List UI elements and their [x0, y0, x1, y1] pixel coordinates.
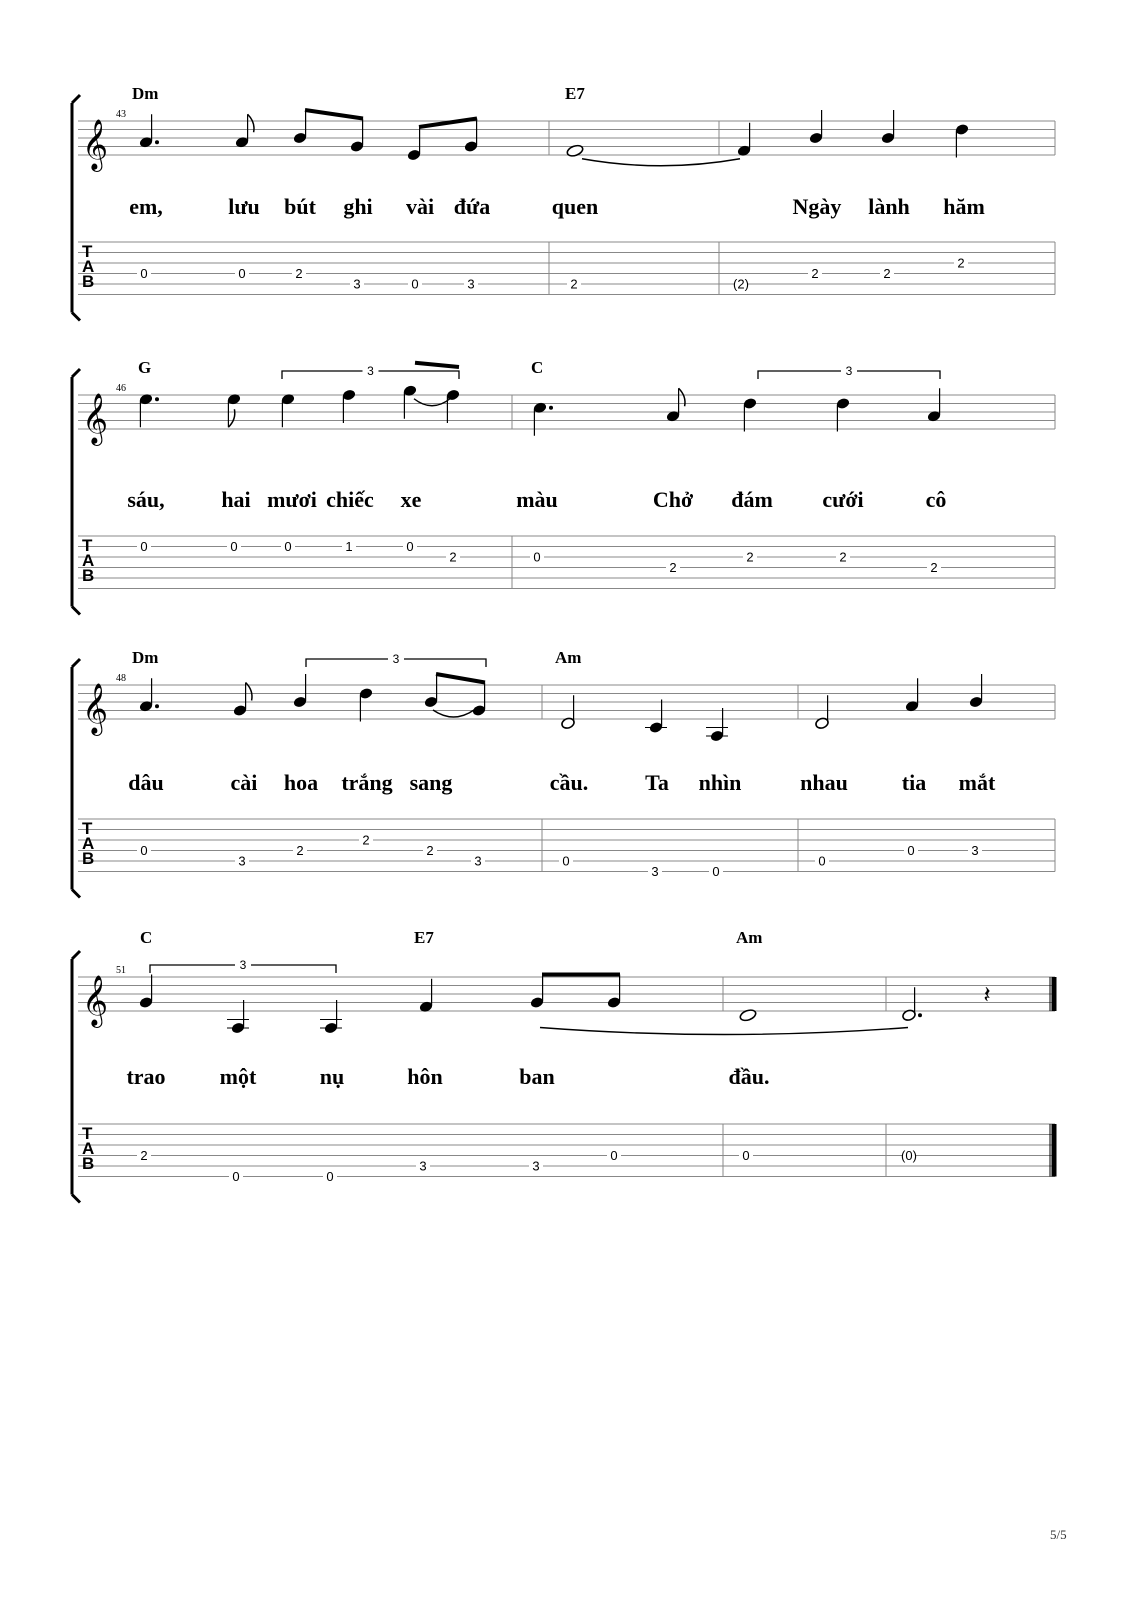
chord-symbol: G	[138, 358, 152, 377]
tab-fret-number: 0	[140, 843, 148, 858]
lyric-syllable: hăm	[943, 194, 985, 219]
lyric-syllable: một	[219, 1064, 257, 1089]
tab-clef-letter: B	[82, 566, 95, 585]
note-head	[566, 144, 584, 158]
tab-fret-number: 2	[811, 266, 819, 281]
lyric-syllable: sang	[409, 770, 453, 795]
measure-number: 46	[116, 383, 126, 394]
note-dot	[549, 406, 553, 410]
lyric-syllable: chiếc	[326, 487, 374, 512]
tuplet-number: 3	[392, 652, 400, 666]
lyric-syllable: ban	[519, 1064, 555, 1089]
tab-fret-number: 0	[742, 1148, 750, 1163]
tab-fret-number: 0	[533, 549, 541, 565]
chord-symbol: Am	[555, 648, 582, 667]
tuplet-number: 3	[367, 364, 374, 378]
system-bracket	[72, 951, 80, 1203]
lyric-syllable: cưới	[822, 487, 864, 512]
system-2	[72, 358, 1055, 615]
tab-fret-number: 0	[406, 539, 414, 554]
tuplet-number: 3	[845, 364, 853, 378]
tab-fret-number: 0	[411, 276, 419, 292]
lyric-syllable: nhau	[800, 770, 848, 795]
tab-fret-number: 2	[570, 276, 578, 292]
lyric-syllable: nụ	[319, 1064, 345, 1089]
lyric-syllable: cài	[230, 770, 258, 795]
note-dot	[918, 1013, 922, 1017]
chord-symbol: Dm	[132, 648, 159, 667]
tab-fret-number: 2	[449, 549, 457, 565]
tab-fret-number: 0	[712, 864, 720, 879]
lyric-syllable: hôn	[407, 1064, 443, 1089]
treble-clef-icon: 𝄞	[82, 119, 109, 170]
tab-fret-number: 0	[230, 539, 238, 554]
tab-fret-number: 0	[284, 539, 292, 554]
tab-clef-letter: A	[82, 834, 95, 853]
system-bracket	[72, 95, 80, 321]
lyric-syllable: màu	[516, 487, 558, 512]
system-bracket	[72, 659, 80, 898]
lyric-syllable: vài	[405, 194, 435, 219]
tie-arc	[433, 710, 474, 717]
lyric-syllable: mắt	[958, 770, 996, 795]
lyric-syllable: xe	[400, 487, 422, 512]
tab-fret-number: 2	[296, 843, 304, 858]
tab-fret-number: 1	[345, 539, 353, 554]
tab-fret-number: 3	[238, 853, 246, 869]
tab-fret-number: 2	[930, 560, 938, 575]
tab-fret-number: 0	[232, 1169, 240, 1184]
lyric-syllable: đám	[731, 487, 773, 512]
measure-number: 48	[116, 673, 126, 684]
lyric-syllable: ghi	[343, 194, 373, 219]
tab-fret-number: 3	[419, 1158, 427, 1174]
tab-fret-number: 3	[474, 853, 482, 869]
treble-clef-icon: 𝄞	[82, 975, 109, 1026]
lyric-syllable: bút	[284, 194, 316, 219]
system-1	[72, 84, 1055, 321]
tab-clef-letter: T	[82, 819, 93, 838]
lyric-syllable: sáu,	[127, 487, 165, 512]
tab-fret-number: 2	[362, 832, 370, 848]
tab-fret-number: 0	[818, 853, 826, 869]
chord-symbol: E7	[565, 84, 585, 103]
tab-clef-letter: T	[82, 242, 93, 261]
lyric-syllable: trắng	[341, 770, 393, 795]
lyric-syllable: lành	[868, 194, 910, 219]
lyric-syllable: hai	[221, 487, 251, 512]
tab-fret-number: 0	[140, 539, 148, 554]
lyric-syllable: em,	[129, 194, 163, 219]
tab-fret-number: 2	[295, 266, 303, 281]
tab-fret-number: 3	[971, 843, 979, 858]
measure-number: 51	[116, 965, 126, 976]
lyric-syllable: Chở	[652, 487, 694, 512]
lyric-syllable: Ngày	[792, 194, 842, 219]
tab-fret-number: 3	[467, 276, 475, 292]
lyric-syllable: nhìn	[698, 770, 742, 795]
tab-clef-letter: A	[82, 257, 95, 276]
chord-symbol: C	[531, 358, 544, 377]
tab-fret-number: 0	[907, 843, 915, 858]
tab-fret-number: 0	[610, 1148, 618, 1163]
lyric-syllable: cô	[925, 487, 947, 512]
tuplet-number: 3	[239, 958, 247, 972]
measure-number: 43	[116, 109, 126, 120]
tab-fret-number: 2	[746, 549, 754, 565]
tab-fret-number: 3	[353, 276, 361, 292]
tab-fret-number: 0	[326, 1169, 334, 1184]
tab-fret-number: 2	[957, 255, 965, 271]
tab-fret-number: 2	[140, 1148, 148, 1163]
note-beam	[419, 119, 477, 128]
lyric-syllable: quen	[551, 194, 599, 219]
lyric-syllable: lưu	[228, 194, 260, 219]
system-4	[72, 928, 1055, 1203]
tab-fret-number: 0	[140, 266, 148, 281]
note-head	[739, 1008, 757, 1022]
tab-fret-number: 2	[426, 843, 434, 858]
chord-symbol: Dm	[132, 84, 159, 103]
tab-fret-number: 0	[562, 853, 570, 869]
tab-fret-number: 2	[883, 266, 891, 281]
tab-clef-letter: T	[82, 536, 93, 555]
lyric-syllable: đứa	[453, 194, 491, 219]
note-dot	[155, 397, 159, 401]
quarter-rest-icon: 𝄽	[983, 980, 991, 1009]
tab-clef-letter: T	[82, 1124, 93, 1143]
chord-symbol: C	[140, 928, 153, 947]
lyric-syllable: hoa	[283, 770, 319, 795]
tab-clef-letter: B	[82, 1154, 95, 1173]
tab-clef-letter: A	[82, 1139, 95, 1158]
treble-clef-icon: 𝄞	[82, 683, 109, 734]
system-3	[72, 648, 1055, 898]
chord-symbol: Am	[736, 928, 763, 947]
lyric-syllable: Ta	[645, 770, 669, 795]
lyric-syllable: mươi	[267, 487, 317, 512]
tab-fret-number: 2	[839, 549, 847, 565]
page-number: 5/5	[1050, 1527, 1067, 1542]
tab-clef-letter: B	[82, 849, 95, 868]
lyric-syllable: dâu	[128, 770, 164, 795]
lyric-syllable: trao	[126, 1064, 166, 1089]
tab-fret-number: 0	[238, 266, 246, 281]
tie-arc	[414, 399, 450, 406]
lyric-syllable: cầu.	[549, 770, 589, 795]
tab-fret-number: 2	[669, 560, 677, 575]
tab-fret-number: (2)	[733, 276, 749, 292]
tab-fret-number: 3	[651, 864, 659, 879]
tab-clef-letter: B	[82, 272, 95, 291]
lyric-syllable: đầu.	[728, 1064, 770, 1089]
tab-fret-number: (0)	[901, 1148, 917, 1163]
chord-symbol: E7	[414, 928, 434, 947]
note-beam	[415, 363, 459, 367]
lyric-syllable: tia	[901, 770, 927, 795]
tab-fret-number: 3	[532, 1158, 540, 1174]
note-beam	[436, 674, 485, 683]
tab-clef-letter: A	[82, 551, 95, 570]
tie-arc	[540, 1028, 908, 1035]
note-dot	[155, 704, 159, 708]
treble-clef-icon: 𝄞	[82, 393, 109, 444]
tie-arc	[582, 159, 740, 166]
note-dot	[155, 140, 159, 144]
note-beam	[305, 110, 363, 119]
